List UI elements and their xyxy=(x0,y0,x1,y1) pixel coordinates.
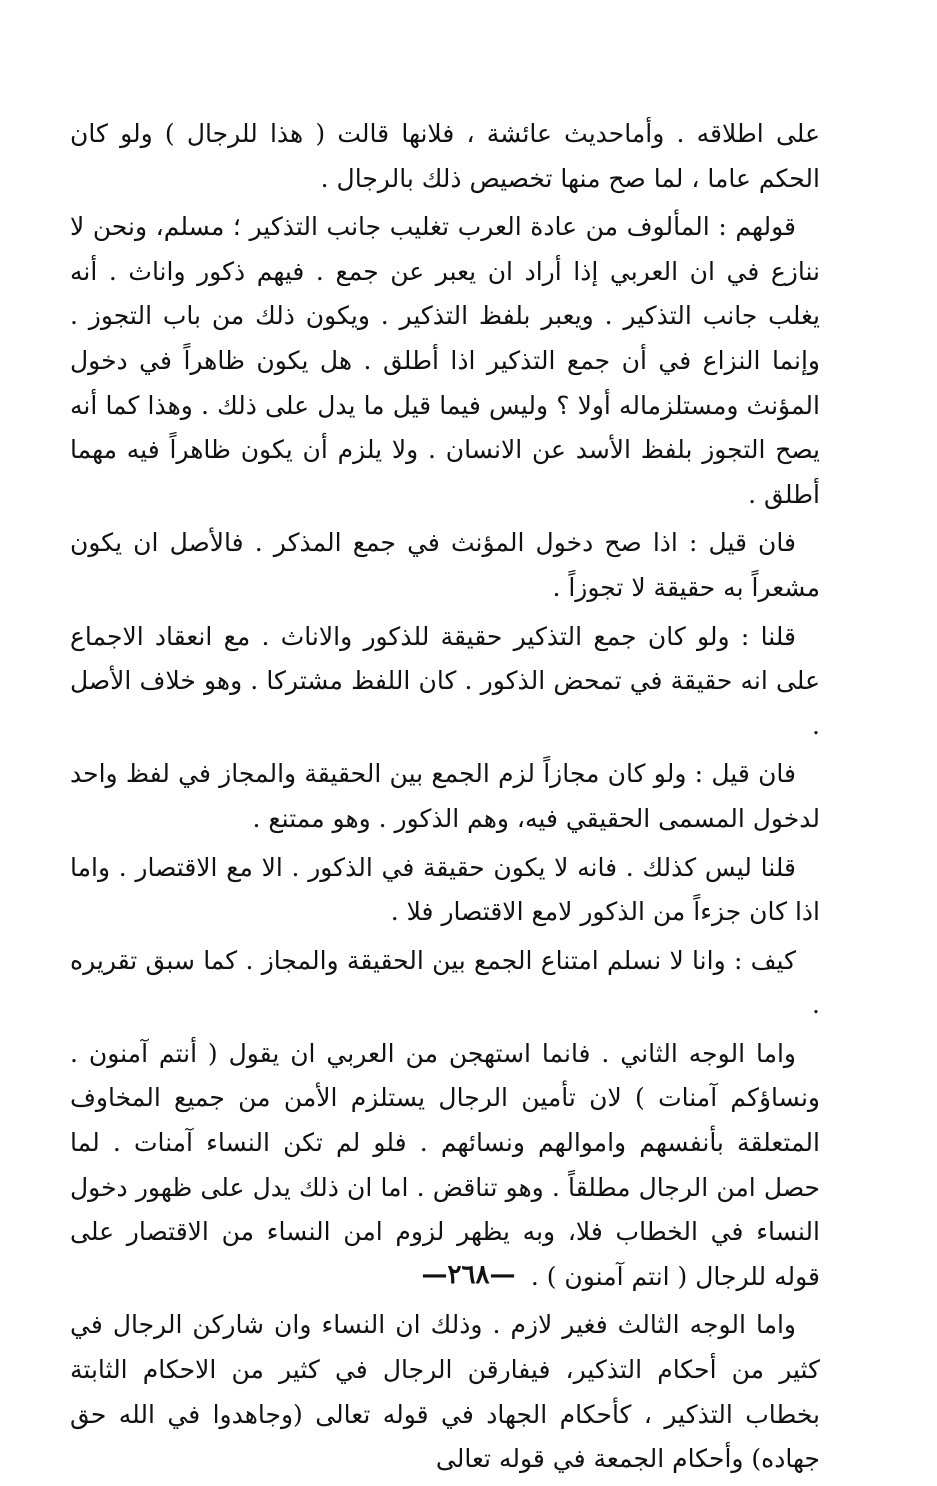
paragraph: قولهم : المألوف من عادة العرب تغليب جانب التذكير ؛ مسلم، ونحن لا ننازع في ان العربي إذا أراد ان يعبر عن جمع . فيهم ذكور واناث . أنه يغلب جانب التذكير . ويعبر بلفظ التذكير . ويكون ذلك من باب التجوز . وإنما النزاع في أن جمع التذكير اذا أطلق . هل يكون ظاهراً في دخول المؤنث ومستلزماله أولا ؟ وليس فيما قيل ما يدل على ذلك . وهذا كما أنه يصح التجوز بلفظ الأسد عن الانسان . ولا يلزم أن يكون ظاهراً فيه مهما أطلق . xyxy=(70,212,820,509)
page-number: —٢٦٨— xyxy=(421,1260,516,1290)
paragraph: كيف : وانا لا نسلم امتناع الجمع بين الحقيقة والمجاز . كما سبق تقريره . xyxy=(70,945,820,1020)
paragraph: فان قيل : اذا صح دخول المؤنث في جمع المذكر . فالأصل ان يكون مشعراً به حقيقة لا تجوزاً . xyxy=(70,528,820,602)
paragraph: قلنا : ولو كان جمع التذكير حقيقة للذكور والاناث . مع انعقاد الاجماع على انه حقيقة في تمحض الذكور . كان اللفظ مشتركا . وهو خلاف الأصل . xyxy=(70,621,820,740)
paragraph: واما الوجه الثاني . فانما استهجن من العربي ان يقول ( أنتم آمنون . ونساؤكم آمنات ) لان تأمين الرجال يستلزم الأمن من جميع المخاوف المتعلقة بأنفسهم واموالهم ونسائهم . فلو لم تكن النساء آمنات . لما حصل امن الرجال مطلقاً . وهو تناقض . اما ان ذلك يدل على ظهور دخول النساء في الخطاب فلا، وبه يظهر لزوم امن النساء من الاقتصار على قوله للرجال ( انتم آمنون ) . xyxy=(70,1038,820,1291)
paragraph: فان قيل : ولو كان مجازاً لزم الجمع بين الحقيقة والمجاز في لفظ واحد لدخول المسمى الحقيقي فيه، وهم الذكور . وهو ممتنع . xyxy=(70,759,820,833)
paragraph: قلنا ليس كذلك . فانه لا يكون حقيقة في الذكور . الا مع الاقتصار . واما اذا كان جزءاً من الذكور لامع الاقتصار فلا . xyxy=(70,852,820,927)
paragraph: واما الوجه الثالث فغير لازم . وذلك ان النساء وان شاركن الرجال في كثير من أحكام التذكير، فيفارقن الرجال في كثير من الاحكام الثابتة بخطاب التذكير ، كأحكام الجهاد في قوله تعالى (وجاهدوا في الله حق جهاده) وأحكام الجمعة في قوله تعالى xyxy=(70,1310,820,1474)
paragraph: على اطلاقه . وأماحديث عائشة ، فلانها قالت ( هذا للرجال ) ولو كان الحكم عاما ، لما صح منها تخصيص ذلك بالرجال . xyxy=(70,119,820,193)
